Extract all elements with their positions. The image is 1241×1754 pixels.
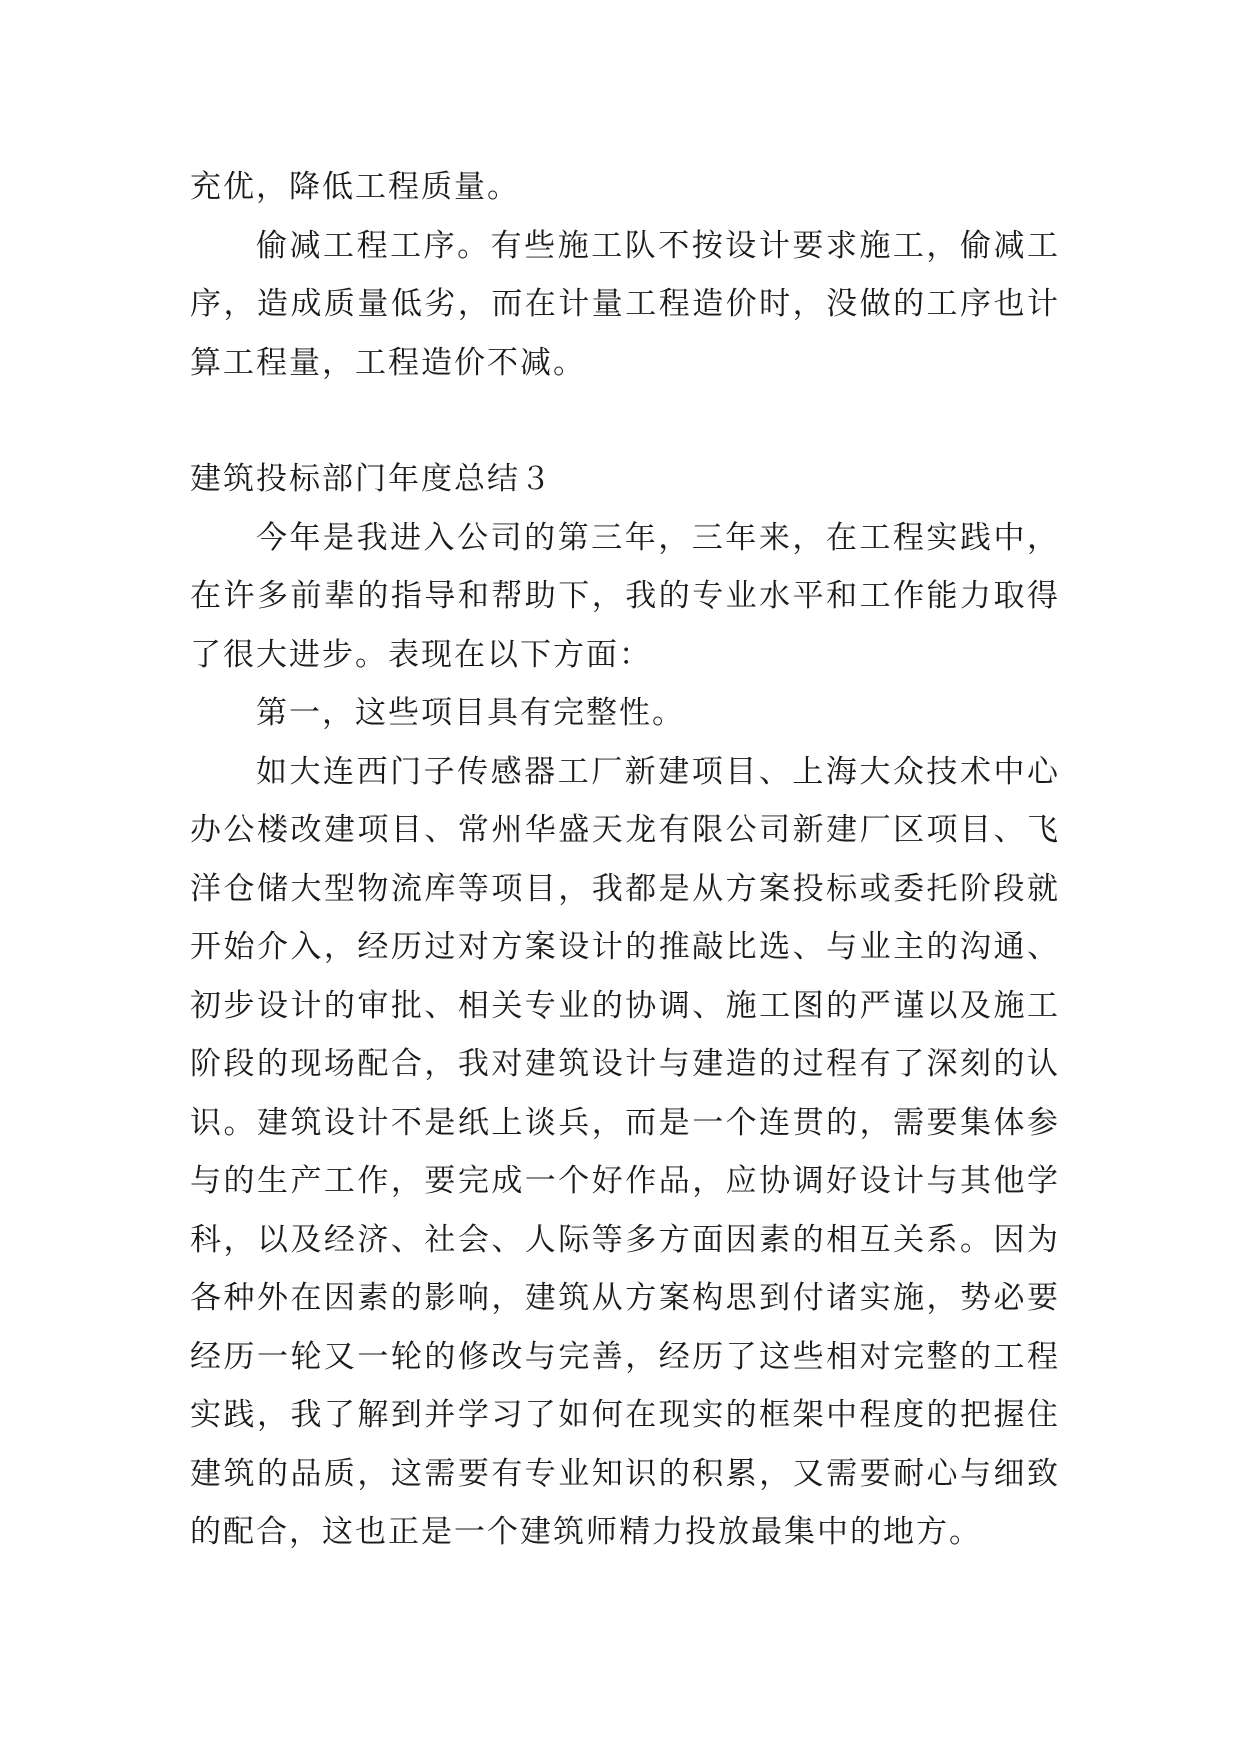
paragraph-intro: 今年是我进入公司的第三年，三年来，在工程实践中，在许多前辈的指导和帮助下，我的专业水平和工作能力取得了很大进步。表现在以下方面： xyxy=(190,519,1060,673)
paragraph-projects: 如大连西门子传感器工厂新建项目、上海大众技术中心办公楼改建项目、常州华盛天龙有限公司新建厂区项目、飞洋仓储大型物流库等项目，我都是从方案投标或委托阶段就开始介入，经历过对方案设计的推敲比选、与业主的沟通、初步设计的审批、相关专业的协调、施工图的严谨以及施工阶段的现场配合，我对建筑设计与建造的过程有了深刻的认识。建筑设计不是纸上谈兵，而是一个连贯的，需要集体参与的生产工作，要完成一个好作品，应协调好设计与其他学科，以及经济、社会、人际等多方面因素的相互关系。因为各种外在因素的影响，建筑从方案构思到付诸实施，势必要经历一轮又一轮的修改与完善，经历了这些相对完整的工程实践，我了解到并学习了如何在现实的框架中程度的把握住建筑的品质，这需要有专业知识的积累，又需要耐心与细致的配合，这也正是一个建筑师精力投放最集中的地方。 xyxy=(190,753,1060,1550)
paragraph-point-one: 第一，这些项目具有完整性。 xyxy=(256,695,685,731)
section-title: 建筑投标部门年度总结３ xyxy=(190,461,553,497)
paragraph-reduced-procedures: 偷减工程工序。有些施工队不按设计要求施工，偷减工序，造成质量低劣，而在计量工程造价时，没做的工序也计算工程量，工程造价不减。 xyxy=(190,227,1060,381)
document-page xyxy=(190,158,1060,1562)
paragraph-continuation: 充优，降低工程质量。 xyxy=(190,169,520,205)
section-gap xyxy=(190,392,1060,450)
